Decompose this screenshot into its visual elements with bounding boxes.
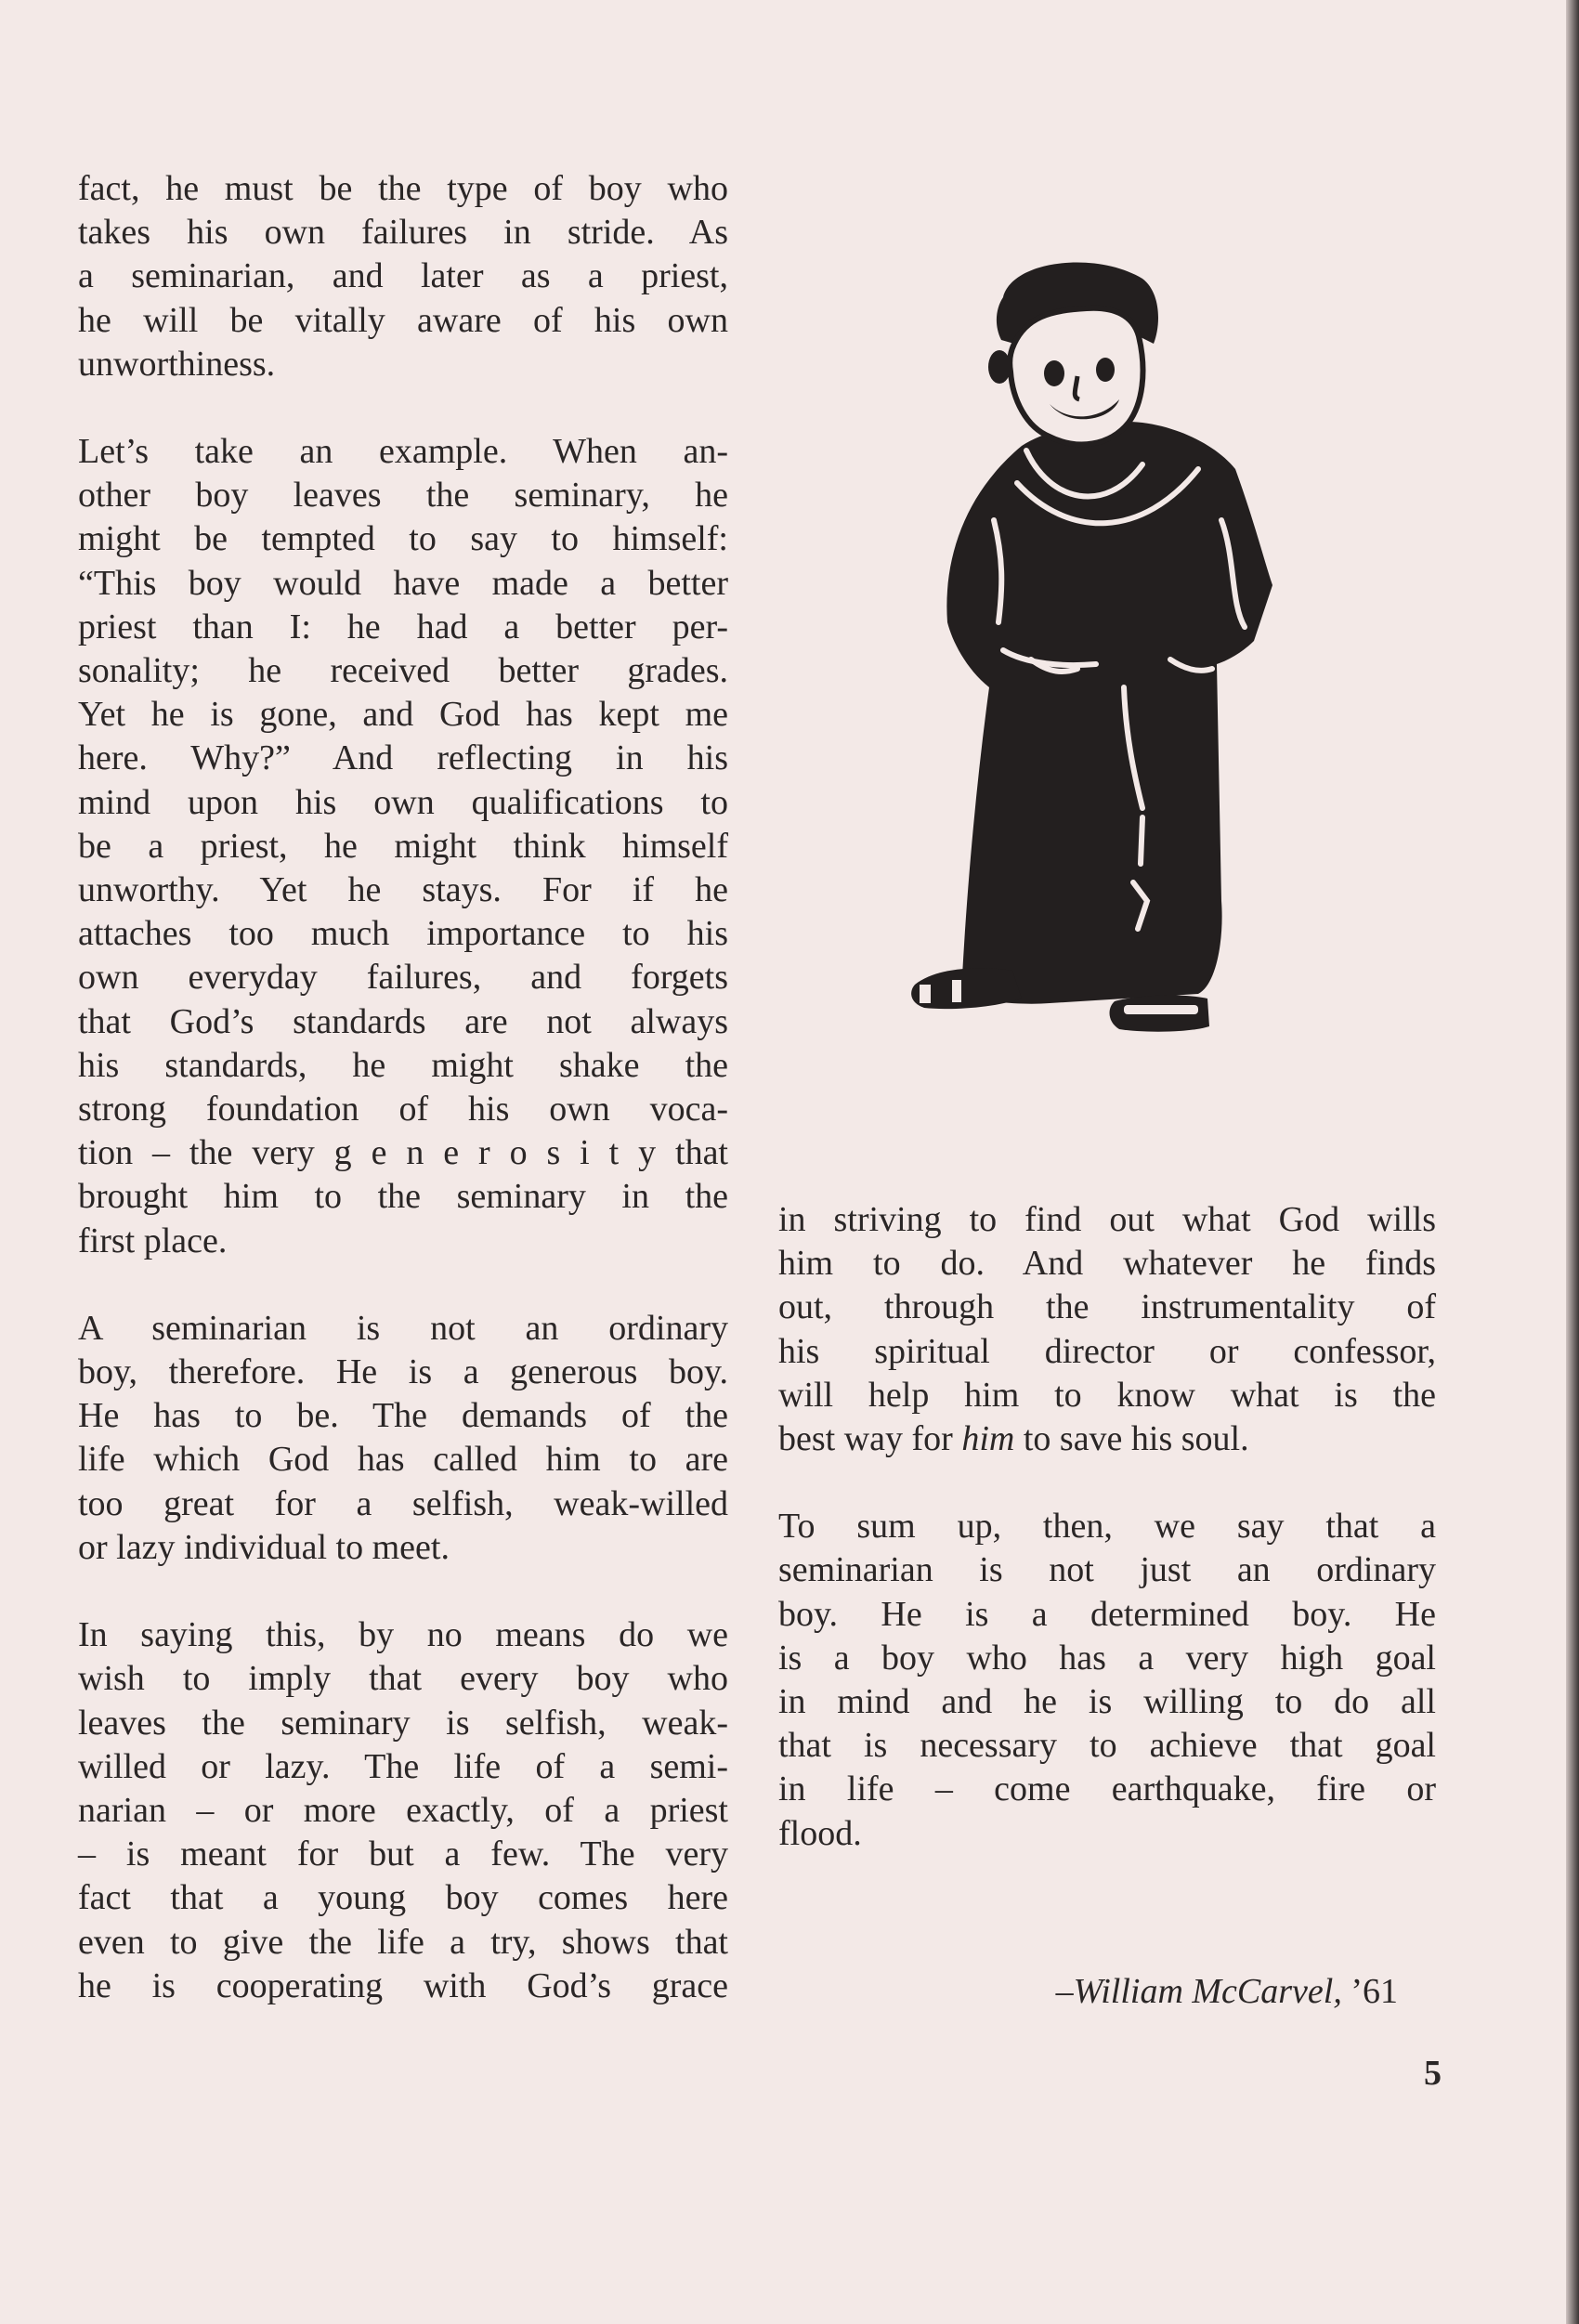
- text-line: Let’s take an example. When an-: [78, 432, 728, 472]
- text-line: “This boy would have made a better: [78, 563, 728, 603]
- text-line: seminarian is not just an ordinary: [778, 1550, 1436, 1590]
- text-line: attaches too much importance to his: [78, 914, 728, 954]
- left-text-column: [78, 167, 728, 2008]
- text-line: that God’s standards are not always: [78, 1001, 728, 1041]
- text-line: sonality; he received better grades.: [78, 651, 728, 691]
- page-number: 5: [1424, 2054, 1442, 2093]
- text-line: He has to be. The demands of the: [78, 1396, 728, 1436]
- text-line: wish to imply that every boy who: [78, 1659, 728, 1699]
- text-fragment: to save his soul.: [1014, 1419, 1249, 1459]
- text-line: – is meant for but a few. The very: [78, 1834, 728, 1874]
- text-line: that is necessary to achieve that goal: [778, 1726, 1436, 1766]
- text-line: life which God has called him to are: [78, 1440, 728, 1480]
- author-byline: [929, 1971, 1398, 2012]
- text-line: is a boy who has a very high goal: [778, 1638, 1436, 1678]
- text-line: even to give the life a try, shows that: [78, 1922, 728, 1962]
- paragraph: [778, 1198, 1436, 1461]
- page-edge-shadow: [1566, 0, 1579, 2324]
- text-line: unworthiness.: [78, 344, 276, 384]
- paragraph: [78, 167, 728, 386]
- text-line: he is cooperating with God’s grace: [78, 1965, 728, 2005]
- class-year: ’61: [1341, 1972, 1398, 2011]
- text-line: out, through the instrumentality of: [778, 1287, 1436, 1327]
- text-line: A seminarian is not an ordinary: [78, 1308, 728, 1348]
- text-fragment: best way for: [778, 1419, 962, 1459]
- text-line: own everyday failures, and forgets: [78, 958, 728, 998]
- text-line: flood.: [778, 1813, 862, 1853]
- friar-figure-icon: [864, 251, 1300, 1050]
- text-line: will help him to know what is the: [778, 1375, 1436, 1415]
- text-line: [778, 1417, 1436, 1461]
- text-line: leaves the seminary is selfish, weak-: [78, 1703, 728, 1743]
- emphasized-word: him: [961, 1419, 1015, 1459]
- text-line: his standards, he might shake the: [78, 1045, 728, 1085]
- paragraph: [78, 1613, 728, 2008]
- text-line: willed or lazy. The life of a semi-: [78, 1746, 728, 1786]
- author-name: –William McCarvel,: [1055, 1972, 1342, 2011]
- text-line: boy, therefore. He is a generous boy.: [78, 1352, 728, 1392]
- paragraph: [78, 430, 728, 1263]
- text-line: a seminarian, and later as a priest,: [78, 256, 728, 296]
- text-line: might be tempted to say to himself:: [78, 519, 728, 559]
- text-line: fact, he must be the type of boy who: [78, 169, 728, 208]
- text-line: or lazy individual to meet.: [78, 1527, 450, 1567]
- text-line: in striving to find out what God wills: [778, 1200, 1436, 1239]
- text-line: boy. He is a determined boy. He: [778, 1594, 1436, 1634]
- text-line: too great for a selfish, weak-willed: [78, 1483, 728, 1523]
- text-line: To sum up, then, we say that a: [778, 1507, 1436, 1547]
- paragraph: [78, 1307, 728, 1570]
- text-line: strong foundation of his own voca-: [78, 1090, 728, 1129]
- text-line: narian – or more exactly, of a priest: [78, 1790, 728, 1830]
- text-line: brought him to the seminary in the: [78, 1177, 728, 1217]
- text-line: other boy leaves the seminary, he: [78, 476, 728, 516]
- text-line: he will be vitally aware of his own: [78, 300, 728, 340]
- text-line: Yet he is gone, and God has kept me: [78, 695, 728, 735]
- text-line: first place.: [78, 1221, 228, 1260]
- text-line: priest than I: he had a better per-: [78, 607, 728, 646]
- text-line: here. Why?” And reflecting in his: [78, 738, 728, 778]
- text-line: takes his own failures in stride. As: [78, 213, 728, 253]
- text-line: him to do. And whatever he finds: [778, 1244, 1436, 1284]
- right-text-column: [778, 1198, 1436, 1856]
- text-line: be a priest, he might think himself: [78, 826, 728, 866]
- text-line: fact that a young boy comes here: [78, 1878, 728, 1918]
- text-line: in life – come earthquake, fire or: [778, 1769, 1436, 1809]
- text-line: In saying this, by no means do we: [78, 1615, 728, 1655]
- text-line: in mind and he is willing to do all: [778, 1682, 1436, 1722]
- text-line: his spiritual director or confessor,: [778, 1331, 1436, 1371]
- text-line: unworthy. Yet he stays. For if he: [78, 870, 728, 910]
- text-line: tion – the very g e n e r o s i t y that: [78, 1133, 728, 1173]
- text-line: mind upon his own qualifications to: [78, 782, 728, 822]
- paragraph: [778, 1505, 1436, 1856]
